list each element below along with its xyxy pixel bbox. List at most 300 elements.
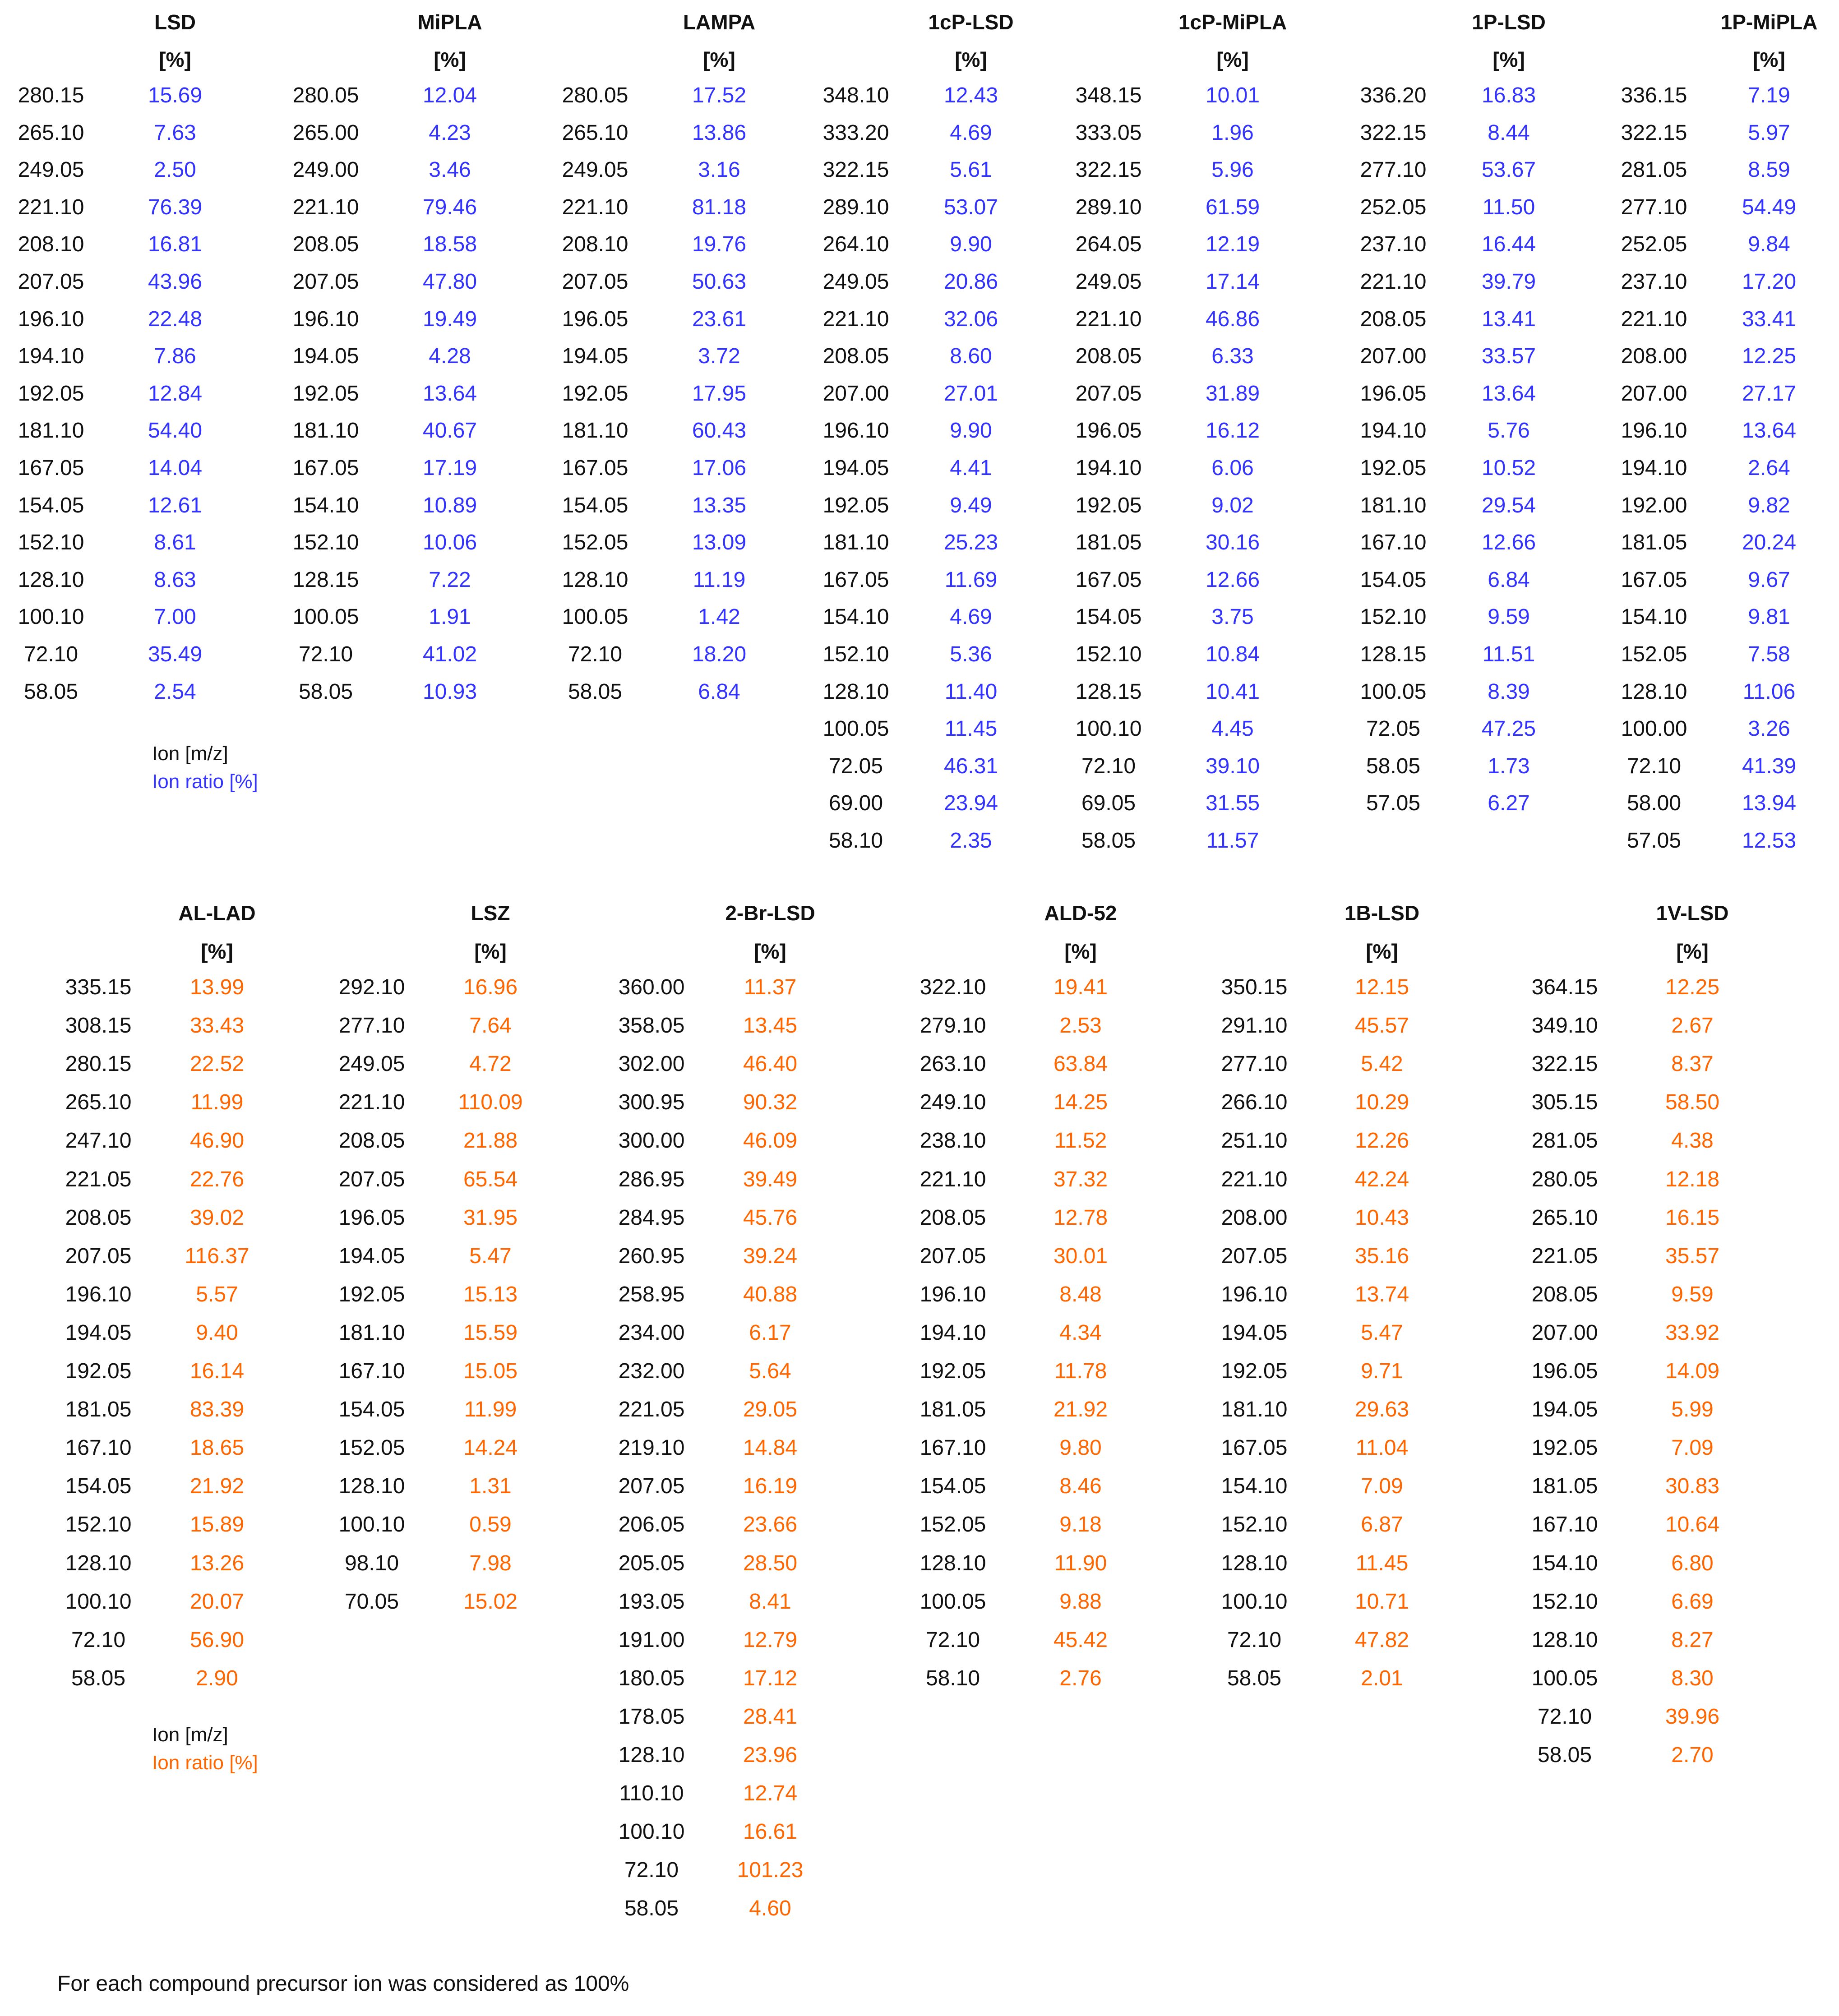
ion-ratio-value: 23.96 [743, 1743, 798, 1767]
ion-mz-value: 72.10 [298, 642, 353, 666]
ion-ratio-value: 1.91 [429, 605, 471, 629]
ion-mz-value: 152.10 [1221, 1513, 1288, 1537]
ion-mz-value: 72.10 [624, 1858, 679, 1882]
ion-ratio-value: 16.61 [743, 1820, 798, 1844]
ion-mz-value: 58.00 [1626, 791, 1682, 816]
ion-ratio-value: 11.99 [190, 1090, 244, 1115]
ion-ratio-value: 6.69 [1671, 1589, 1714, 1614]
legend-ion-label: Ion [m/z] [152, 743, 228, 765]
ion-mz-value: 207.05 [618, 1474, 685, 1499]
ion-mz-value: 205.05 [618, 1551, 685, 1575]
ion-mz-value: 207.05 [292, 270, 359, 294]
ion-ratio-value: 9.40 [196, 1320, 238, 1345]
ion-mz-value: 181.05 [65, 1398, 132, 1422]
ion-ratio-value: 8.30 [1671, 1666, 1714, 1690]
ion-mz-value: 221.10 [1360, 270, 1427, 294]
ion-ratio-value: 5.57 [196, 1282, 238, 1306]
ion-ratio-value: 4.41 [950, 456, 992, 480]
ion-mz-value: 192.05 [1360, 456, 1427, 480]
ion-mz-value: 110.10 [619, 1781, 684, 1806]
ion-mz-value: 128.15 [292, 567, 359, 592]
compound-name: LSD [154, 10, 196, 34]
ion-mz-value: 72.10 [1081, 754, 1136, 778]
ion-ratio-value: 27.17 [1742, 381, 1797, 406]
ion-ratio-value: 4.45 [1211, 717, 1254, 741]
ion-mz-value: 194.05 [822, 456, 889, 480]
ion-mz-value: 194.05 [292, 344, 359, 369]
ion-mz-value: 207.00 [1621, 381, 1687, 406]
ion-ratio-value: 9.59 [1671, 1282, 1714, 1306]
unit-label: [%] [159, 48, 191, 71]
ion-mz-value: 154.10 [1531, 1551, 1598, 1575]
ion-mz-value: 265.10 [1531, 1205, 1598, 1230]
ion-ratio-value: 7.19 [1748, 83, 1790, 107]
ion-mz-value: 167.05 [1621, 567, 1687, 592]
ion-mz-value: 207.05 [1221, 1244, 1288, 1268]
ion-mz-value: 196.10 [18, 307, 84, 331]
ion-ratio-value: 20.24 [1742, 531, 1797, 555]
ion-mz-value: 152.05 [920, 1513, 986, 1537]
ion-ratio-value: 116.37 [185, 1244, 250, 1268]
ion-mz-value: 181.05 [1621, 531, 1687, 555]
ion-ratio-value: 9.67 [1748, 567, 1790, 592]
unit-label: [%] [1064, 940, 1097, 963]
compound-name: 1P-MiPLA [1720, 10, 1818, 34]
ion-ratio-value: 13.64 [1742, 419, 1797, 443]
ion-mz-value: 221.05 [1531, 1244, 1598, 1268]
ion-mz-value: 167.10 [1360, 531, 1427, 555]
ion-ratio-value: 3.75 [1211, 605, 1254, 629]
unit-label: [%] [1366, 940, 1398, 963]
ion-mz-value: 263.10 [920, 1052, 986, 1076]
ion-ratio-value: 5.36 [950, 642, 992, 666]
ion-mz-value: 69.05 [1081, 791, 1136, 816]
ion-mz-value: 192.05 [338, 1282, 405, 1306]
ion-ratio-value: 8.48 [1059, 1282, 1102, 1306]
ion-ratio-value: 30.83 [1665, 1474, 1720, 1499]
ion-mz-value: 208.10 [18, 232, 84, 257]
ion-mz-value: 154.10 [1621, 605, 1687, 629]
ion-mz-value: 181.05 [1075, 531, 1142, 555]
ion-ratio-value: 23.94 [943, 791, 998, 816]
ion-ratio-value: 11.51 [1482, 642, 1535, 666]
ion-mz-value: 58.05 [1227, 1666, 1282, 1690]
ion-ratio-value: 19.76 [692, 232, 747, 257]
ion-mz-value: 154.10 [822, 605, 889, 629]
ion-mz-value: 247.10 [65, 1129, 132, 1153]
ion-mz-value: 289.10 [822, 195, 889, 219]
ion-mz-value: 196.10 [920, 1282, 986, 1306]
ion-ratio-value: 18.65 [189, 1436, 245, 1460]
ion-ratio-value: 14.09 [1665, 1359, 1720, 1383]
ion-mz-value: 193.05 [618, 1589, 685, 1614]
ion-mz-value: 152.05 [338, 1436, 405, 1460]
ion-mz-value: 72.05 [1366, 717, 1421, 741]
ion-mz-value: 207.05 [562, 270, 628, 294]
ion-ratio-value: 12.53 [1742, 829, 1797, 853]
ion-ratio-value: 9.80 [1059, 1436, 1102, 1460]
ion-ratio-value: 27.01 [943, 381, 998, 406]
ion-ratio-value: 10.64 [1665, 1513, 1720, 1537]
ion-ratio-value: 2.35 [950, 829, 992, 853]
ion-mz-value: 128.10 [1531, 1628, 1598, 1652]
ion-ratio-value: 12.25 [1742, 344, 1797, 369]
ion-mz-value: 152.10 [65, 1513, 132, 1537]
ion-ratio-value: 4.28 [429, 344, 471, 369]
ion-ratio-value: 13.86 [692, 120, 747, 145]
ion-ratio-value: 39.02 [189, 1205, 245, 1230]
ion-mz-value: 100.10 [18, 605, 84, 629]
ion-ratio-value: 28.41 [743, 1704, 798, 1729]
ion-ratio-value: 53.67 [1481, 158, 1536, 182]
ion-ratio-value: 10.89 [422, 493, 477, 517]
ion-mz-value: 207.05 [920, 1244, 986, 1268]
ion-mz-value: 249.00 [292, 158, 359, 182]
ion-ratio-value: 1.96 [1211, 120, 1254, 145]
ion-mz-value: 128.10 [65, 1551, 132, 1575]
ion-ratio-value: 8.39 [1488, 679, 1530, 704]
ion-ratio-value: 12.19 [1205, 232, 1260, 257]
ion-ratio-value: 14.84 [743, 1436, 798, 1460]
ion-mz-value: 196.10 [1221, 1282, 1288, 1306]
ion-ratio-value: 33.43 [189, 1014, 245, 1038]
ion-mz-value: 208.05 [1360, 307, 1427, 331]
ion-mz-value: 154.05 [18, 493, 84, 517]
ion-mz-value: 167.10 [65, 1436, 132, 1460]
ion-ratio-value: 12.61 [148, 493, 203, 517]
ion-mz-value: 100.10 [1075, 717, 1142, 741]
ion-mz-value: 208.00 [1221, 1205, 1288, 1230]
compound-name: 1B-LSD [1344, 901, 1420, 925]
ion-mz-value: 194.05 [562, 344, 628, 369]
ion-ratio-value: 19.49 [422, 307, 477, 331]
ion-ratio-value: 31.95 [463, 1205, 518, 1230]
ion-ratio-value: 12.84 [148, 381, 203, 406]
ion-mz-value: 232.00 [618, 1359, 685, 1383]
ion-ratio-value: 11.40 [944, 679, 998, 704]
ion-ratio-value: 6.80 [1671, 1551, 1714, 1575]
ion-ratio-value: 41.39 [1742, 754, 1797, 778]
unit-label: [%] [1753, 48, 1785, 71]
ion-mz-value: 194.10 [920, 1320, 986, 1345]
compound-name: 1cP-LSD [928, 10, 1014, 34]
ion-ratio-value: 6.06 [1211, 456, 1254, 480]
ion-mz-value: 181.10 [822, 531, 889, 555]
ion-ratio-value: 17.06 [692, 456, 747, 480]
ion-mz-value: 208.05 [292, 232, 359, 257]
ion-mz-value: 181.05 [1531, 1474, 1598, 1499]
ion-mz-value: 167.10 [338, 1359, 405, 1383]
ion-mz-value: 100.00 [1621, 717, 1687, 741]
ion-ratio-value: 10.43 [1354, 1205, 1409, 1230]
top-legend [152, 740, 258, 796]
ion-ratio-value: 11.04 [1355, 1436, 1409, 1460]
ion-ratio-value: 13.74 [1354, 1282, 1409, 1306]
ion-mz-value: 154.10 [292, 493, 359, 517]
ion-mz-value: 308.15 [65, 1014, 132, 1038]
unit-label: [%] [1492, 48, 1525, 71]
ion-ratio-value: 31.89 [1205, 381, 1260, 406]
ion-ratio-value: 20.86 [943, 270, 998, 294]
ion-ratio-value: 15.69 [148, 83, 203, 107]
ion-ratio-value: 2.01 [1361, 1666, 1403, 1690]
ion-mz-value: 249.05 [562, 158, 628, 182]
ion-ratio-value: 6.27 [1488, 791, 1530, 816]
ion-ratio-value: 1.42 [698, 605, 740, 629]
ion-ratio-value: 17.52 [692, 83, 747, 107]
ion-mz-value: 196.05 [1075, 419, 1142, 443]
ion-mz-value: 72.10 [568, 642, 623, 666]
compound-name: AL-LAD [178, 901, 256, 925]
ion-ratio-value: 83.39 [189, 1398, 245, 1422]
ion-mz-value: 249.05 [822, 270, 889, 294]
ion-ratio-value: 4.69 [950, 120, 992, 145]
ion-ratio-value: 9.90 [950, 232, 992, 257]
ion-ratio-value: 4.72 [469, 1052, 512, 1076]
ion-ratio-value: 7.58 [1748, 642, 1790, 666]
ion-mz-value: 167.05 [822, 567, 889, 592]
ion-mz-value: 336.15 [1621, 83, 1687, 107]
ion-ratio-value: 15.05 [463, 1359, 518, 1383]
ion-mz-value: 58.10 [828, 829, 883, 853]
ion-ratio-value: 23.61 [692, 307, 747, 331]
ion-mz-value: 128.10 [1621, 679, 1687, 704]
ion-ratio-value: 29.54 [1481, 493, 1536, 517]
ion-mz-value: 128.10 [822, 679, 889, 704]
ion-ratio-value: 81.18 [692, 195, 747, 219]
ion-mz-value: 238.10 [920, 1129, 986, 1153]
ion-mz-value: 265.00 [292, 120, 359, 145]
ion-mz-value: 100.05 [292, 605, 359, 629]
ion-ratio-value: 9.82 [1748, 493, 1790, 517]
ion-ratio-value: 33.92 [1665, 1320, 1720, 1345]
ion-mz-value: 221.10 [338, 1090, 405, 1115]
ion-mz-value: 279.10 [920, 1014, 986, 1038]
ion-mz-value: 128.10 [18, 567, 84, 592]
ion-ratio-value: 12.43 [943, 83, 998, 107]
ion-ratio-value: 11.90 [1054, 1551, 1107, 1575]
ion-mz-value: 128.10 [618, 1743, 685, 1767]
ion-mz-value: 208.05 [338, 1129, 405, 1153]
ion-ratio-value: 4.34 [1059, 1320, 1102, 1345]
ion-mz-value: 207.00 [822, 381, 889, 406]
ion-mz-value: 58.05 [23, 679, 79, 704]
ion-mz-value: 72.10 [71, 1628, 126, 1652]
ion-mz-value: 57.05 [1366, 791, 1421, 816]
ion-mz-value: 196.10 [1621, 419, 1687, 443]
ion-ratio-value: 2.53 [1059, 1014, 1102, 1038]
ion-ratio-value: 9.88 [1059, 1589, 1102, 1614]
ion-mz-value: 191.00 [618, 1628, 685, 1652]
ion-mz-value: 152.10 [292, 531, 359, 555]
ion-ratio-value: 32.06 [943, 307, 998, 331]
ion-mz-value: 194.05 [65, 1320, 132, 1345]
ion-mz-value: 208.05 [822, 344, 889, 369]
ion-ratio-value: 12.15 [1354, 975, 1409, 999]
ion-ratio-value: 17.19 [422, 456, 477, 480]
ion-ratio-value: 4.60 [749, 1896, 791, 1921]
ion-mz-value: 207.00 [1531, 1320, 1598, 1345]
ion-ratio-value: 43.96 [148, 270, 203, 294]
ion-ratio-value: 8.41 [749, 1589, 791, 1614]
ion-mz-value: 249.05 [18, 158, 84, 182]
ion-ratio-value: 39.79 [1481, 270, 1536, 294]
ion-mz-value: 196.05 [1531, 1359, 1598, 1383]
ion-mz-value: 302.00 [618, 1052, 685, 1076]
ion-ratio-value: 58.50 [1665, 1090, 1720, 1115]
ion-ratio-value: 5.47 [1361, 1320, 1403, 1345]
ion-ratio-value: 11.37 [744, 975, 797, 999]
ion-ratio-value: 45.76 [743, 1205, 798, 1230]
ion-mz-value: 194.10 [1360, 419, 1427, 443]
ion-mz-value: 286.95 [618, 1167, 685, 1191]
ion-mz-value: 70.05 [344, 1589, 399, 1614]
ion-mz-value: 194.10 [18, 344, 84, 369]
ion-mz-value: 333.20 [822, 120, 889, 145]
ion-mz-value: 152.10 [1360, 605, 1427, 629]
ion-mz-value: 289.10 [1075, 195, 1142, 219]
ion-ratio-value: 2.54 [154, 679, 196, 704]
ion-ratio-value: 39.10 [1205, 754, 1260, 778]
ion-ratio-value: 4.69 [950, 605, 992, 629]
ion-mz-value: 128.15 [1075, 679, 1142, 704]
ion-ratio-value: 6.17 [749, 1320, 791, 1345]
ion-mz-value: 69.00 [828, 791, 883, 816]
ion-ratio-value: 17.95 [692, 381, 747, 406]
ion-mz-value: 100.05 [562, 605, 628, 629]
ion-mz-value: 280.05 [1531, 1167, 1598, 1191]
ion-mz-value: 72.10 [1227, 1628, 1282, 1652]
unit-label: [%] [1216, 48, 1249, 71]
ion-mz-value: 154.05 [65, 1474, 132, 1499]
ion-mz-value: 181.10 [1360, 493, 1427, 517]
ion-mz-value: 237.10 [1621, 270, 1687, 294]
ion-mz-value: 58.05 [298, 679, 353, 704]
ion-mz-value: 219.10 [618, 1436, 685, 1460]
ion-ratio-value: 11.45 [1355, 1551, 1409, 1575]
ion-ratio-value: 3.72 [698, 344, 740, 369]
ion-ratio-value: 46.40 [743, 1052, 798, 1076]
ion-ratio-value: 12.78 [1053, 1205, 1108, 1230]
ion-ratio-value: 30.01 [1053, 1244, 1108, 1268]
ion-ratio-value: 63.84 [1053, 1052, 1108, 1076]
compound-name: 1cP-MiPLA [1178, 10, 1287, 34]
ion-ratio-value: 35.57 [1665, 1244, 1720, 1268]
ion-mz-value: 208.05 [65, 1205, 132, 1230]
ion-ratio-value: 18.20 [692, 642, 747, 666]
ion-mz-value: 196.10 [65, 1282, 132, 1306]
ion-ratio-value: 9.84 [1748, 232, 1790, 257]
ion-ratio-value: 76.39 [148, 195, 203, 219]
ion-ratio-value: 2.64 [1748, 456, 1790, 480]
ion-ratio-value: 28.50 [743, 1551, 798, 1575]
ion-ratio-value: 12.66 [1205, 567, 1260, 592]
ion-mz-value: 152.05 [562, 531, 628, 555]
ion-mz-value: 167.05 [18, 456, 84, 480]
ion-ratio-value: 21.92 [189, 1474, 245, 1499]
ion-mz-value: 196.05 [1360, 381, 1427, 406]
ion-ratio-value: 17.20 [1742, 270, 1797, 294]
ion-mz-value: 207.00 [1360, 344, 1427, 369]
ion-mz-value: 100.10 [1221, 1589, 1288, 1614]
ion-ratio-value: 17.12 [743, 1666, 798, 1690]
ion-ratio-value: 37.32 [1053, 1167, 1108, 1191]
ion-ratio-value: 22.76 [189, 1167, 245, 1191]
ion-ratio-value: 11.50 [1482, 195, 1535, 219]
ion-ratio-value: 8.60 [950, 344, 992, 369]
ion-ratio-value: 16.81 [148, 232, 203, 257]
ion-mz-value: 207.05 [338, 1167, 405, 1191]
ion-mz-value: 167.05 [1221, 1436, 1288, 1460]
ion-mz-value: 322.15 [1621, 120, 1687, 145]
ion-ratio-value: 12.25 [1665, 975, 1720, 999]
ion-mz-value: 322.15 [822, 158, 889, 182]
ion-ratio-value: 25.23 [943, 531, 998, 555]
ion-ratio-value: 7.86 [154, 344, 196, 369]
ion-ratio-value: 13.99 [189, 975, 245, 999]
ion-ratio-value: 53.07 [943, 195, 998, 219]
ion-mz-value: 154.05 [1360, 567, 1427, 592]
compound-name: LSZ [471, 901, 510, 925]
ion-mz-value: 234.00 [618, 1320, 685, 1345]
ion-mz-value: 58.05 [1537, 1743, 1592, 1767]
ion-mz-value: 206.05 [618, 1513, 685, 1537]
ion-ratio-value: 56.90 [189, 1628, 245, 1652]
ion-mz-value: 237.10 [1360, 232, 1427, 257]
ion-mz-value: 100.10 [338, 1513, 405, 1537]
ion-ratio-value: 33.41 [1742, 307, 1797, 331]
ion-mz-value: 167.05 [1075, 567, 1142, 592]
ion-ratio-value: 3.16 [698, 158, 740, 182]
ion-ratio-value: 54.49 [1742, 195, 1797, 219]
ion-ratio-value: 14.25 [1053, 1090, 1108, 1115]
ion-mz-value: 221.10 [822, 307, 889, 331]
ion-mz-value: 221.05 [65, 1167, 132, 1191]
ion-mz-value: 100.05 [822, 717, 889, 741]
ion-mz-value: 128.15 [1360, 642, 1427, 666]
ion-mz-value: 221.05 [618, 1398, 685, 1422]
ion-mz-value: 265.10 [562, 120, 628, 145]
ion-mz-value: 72.10 [1626, 754, 1682, 778]
compound-name: 2-Br-LSD [725, 901, 815, 925]
ion-mz-value: 72.05 [828, 754, 883, 778]
ion-mz-value: 58.05 [624, 1896, 679, 1921]
ion-mz-value: 252.05 [1621, 232, 1687, 257]
ion-mz-value: 194.05 [1531, 1398, 1598, 1422]
ion-mz-value: 221.10 [562, 195, 628, 219]
ion-mz-value: 72.10 [23, 642, 79, 666]
ion-ratio-value: 9.71 [1361, 1359, 1403, 1383]
ion-ratio-value: 45.42 [1053, 1628, 1108, 1652]
ion-mz-value: 252.05 [1360, 195, 1427, 219]
ion-mz-value: 194.10 [1621, 456, 1687, 480]
ion-mz-value: 277.10 [1621, 195, 1687, 219]
ion-ratio-value: 10.06 [422, 531, 477, 555]
ion-ratio-value: 11.99 [464, 1398, 517, 1422]
ion-mz-value: 221.10 [18, 195, 84, 219]
ion-mz-value: 300.00 [618, 1129, 685, 1153]
ion-mz-value: 192.05 [920, 1359, 986, 1383]
ion-ratio-value: 12.18 [1665, 1167, 1720, 1191]
ion-ratio-value: 8.63 [154, 567, 196, 592]
ion-ratio-value: 13.64 [1481, 381, 1536, 406]
ion-ratio-value: 39.49 [743, 1167, 798, 1191]
ion-mz-value: 280.15 [18, 83, 84, 107]
ion-mz-value: 192.05 [562, 381, 628, 406]
ion-mz-value: 300.95 [618, 1090, 685, 1115]
ion-mz-value: 208.00 [1621, 344, 1687, 369]
ion-ratio-value: 15.59 [463, 1320, 518, 1345]
